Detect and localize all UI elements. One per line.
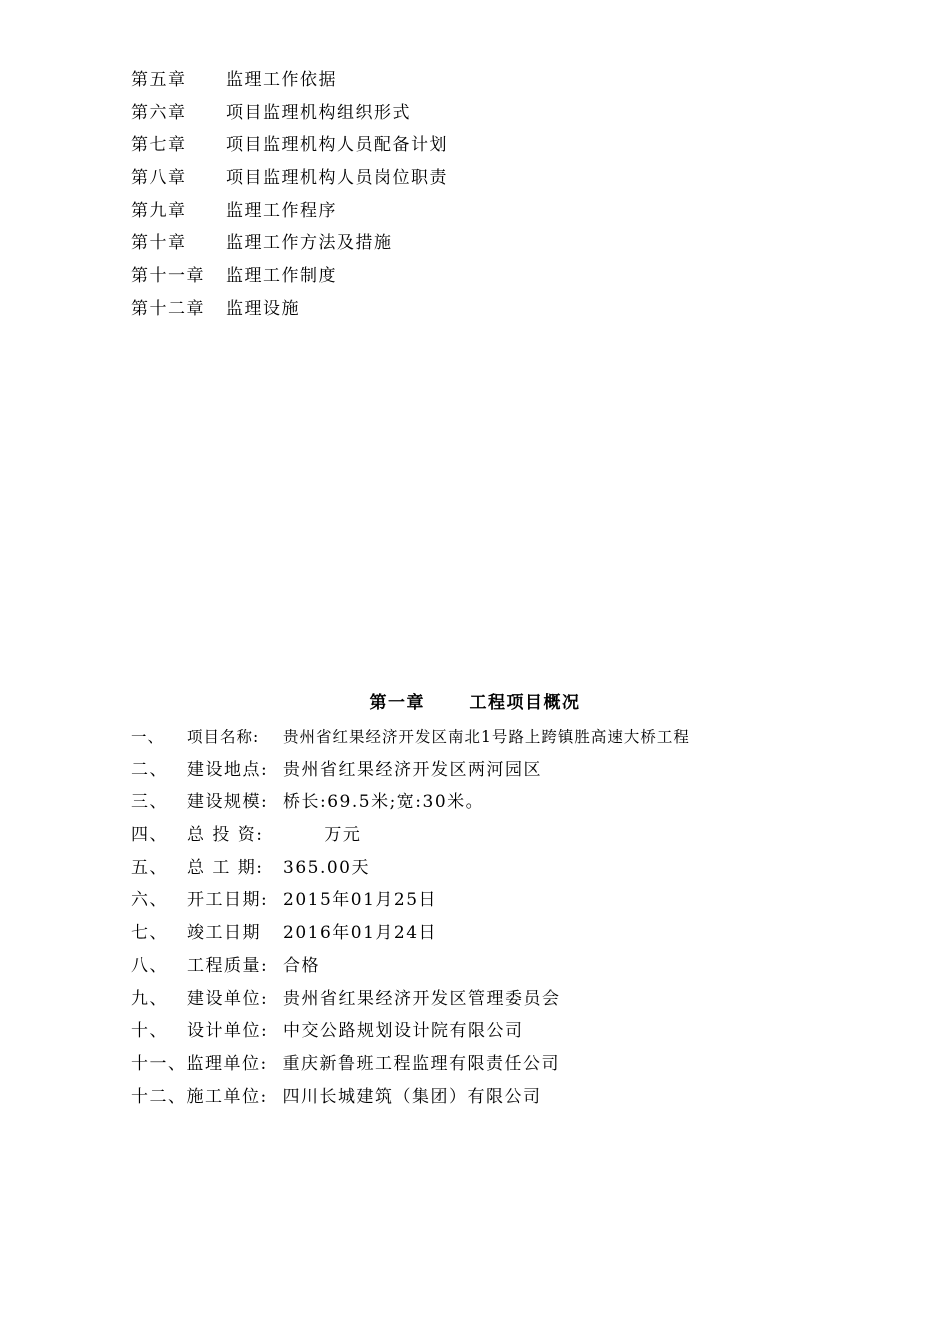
toc-row (131, 129, 448, 162)
overview-item (131, 1081, 690, 1114)
project-overview-list (131, 721, 690, 1113)
overview-item-number: 十一、 (131, 1053, 187, 1074)
overview-item-label: 竣工日期 (187, 923, 261, 944)
toc-row (131, 64, 448, 97)
overview-item-label: 项目名称: (187, 728, 260, 746)
toc-chapter-number: 第五章 (131, 70, 187, 90)
overview-item-number: 四、 (131, 825, 168, 846)
toc-chapter-number: 第十一章 (131, 266, 205, 287)
toc-chapter-title: 项目监理机构人员配备计划 (226, 135, 448, 156)
toc-chapter-number: 第七章 (131, 135, 187, 156)
overview-item-number: 三、 (131, 792, 168, 813)
overview-item-label: 建设单位: (187, 988, 269, 1009)
toc-row (131, 162, 448, 195)
toc-chapter-number: 第九章 (131, 200, 187, 221)
overview-item-number: 五、 (131, 857, 168, 878)
toc-row (131, 227, 448, 260)
overview-item-value: 中交公路规划设计院有限公司 (283, 1021, 524, 1042)
overview-item-label: 总 投 资: (187, 825, 264, 846)
overview-item (131, 884, 690, 917)
overview-item (131, 950, 690, 983)
overview-item-value: 贵州省红果经济开发区两河园区 (283, 759, 542, 780)
overview-item-label: 总 工 期: (187, 857, 264, 878)
overview-item (131, 1015, 690, 1048)
toc-chapter-title: 监理工作依据 (226, 70, 337, 90)
table-of-contents (131, 64, 448, 326)
overview-item-number: 九、 (131, 988, 168, 1009)
toc-row (131, 260, 448, 293)
overview-item-label: 施工单位: (186, 1086, 268, 1107)
toc-chapter-number: 第八章 (131, 168, 187, 189)
overview-item-number: 六、 (131, 890, 168, 911)
overview-item-number: 八、 (131, 955, 168, 976)
toc-chapter-title: 项目监理机构组织形式 (226, 102, 411, 123)
overview-item-value: 合格 (283, 955, 320, 976)
overview-item-value: 2015年01月25日 (283, 890, 438, 911)
toc-chapter-title: 监理工作程序 (226, 200, 337, 221)
overview-item (131, 852, 690, 885)
overview-item (131, 754, 690, 787)
overview-item-value: 2016年01月24日 (283, 923, 438, 944)
overview-item-value: 万元 (283, 825, 362, 846)
toc-chapter-title: 监理工作方法及措施 (226, 233, 393, 254)
overview-item-label: 开工日期: (187, 890, 269, 911)
toc-chapter-number: 第十二章 (131, 298, 205, 319)
overview-item-label: 建设规模: (187, 792, 269, 813)
overview-item-label: 工程质量: (187, 955, 269, 976)
toc-chapter-title: 监理设施 (226, 298, 300, 319)
overview-item-label: 建设地点: (187, 759, 269, 780)
toc-chapter-number: 第十章 (131, 233, 187, 254)
overview-item (131, 786, 690, 819)
overview-item-label: 监理单位: (186, 1053, 268, 1074)
overview-item-value: 四川长城建筑（集团）有限公司 (282, 1086, 542, 1107)
overview-item-number: 十二、 (131, 1086, 187, 1107)
toc-chapter-title: 监理工作制度 (226, 266, 337, 287)
overview-item (131, 819, 690, 852)
overview-item-value: 重庆新鲁班工程监理有限责任公司 (282, 1053, 560, 1074)
overview-item-label: 设计单位: (187, 1021, 269, 1042)
overview-item-number: 二、 (131, 759, 168, 780)
toc-chapter-title: 项目监理机构人员岗位职责 (226, 168, 448, 189)
toc-row (131, 195, 448, 228)
overview-item (131, 721, 690, 754)
toc-row (131, 97, 448, 130)
toc-chapter-number: 第六章 (131, 102, 187, 123)
overview-item (131, 917, 690, 950)
overview-item-number: 一、 (131, 728, 165, 746)
overview-item (131, 983, 690, 1016)
overview-item-value: 桥长:69.5米;宽:30米。 (283, 792, 485, 813)
overview-item-value: 贵州省红果经济开发区管理委员会 (283, 988, 561, 1009)
overview-item (131, 1048, 690, 1081)
toc-row (131, 293, 448, 326)
overview-item-number: 十、 (131, 1021, 168, 1042)
chapter-heading: 第一章 工程项目概况 (369, 693, 581, 713)
overview-item-value: 贵州省红果经济开发区南北1号路上跨镇胜高速大桥工程 (283, 728, 690, 746)
overview-item-value: 365.00天 (283, 857, 370, 878)
overview-item-number: 七、 (131, 923, 168, 944)
